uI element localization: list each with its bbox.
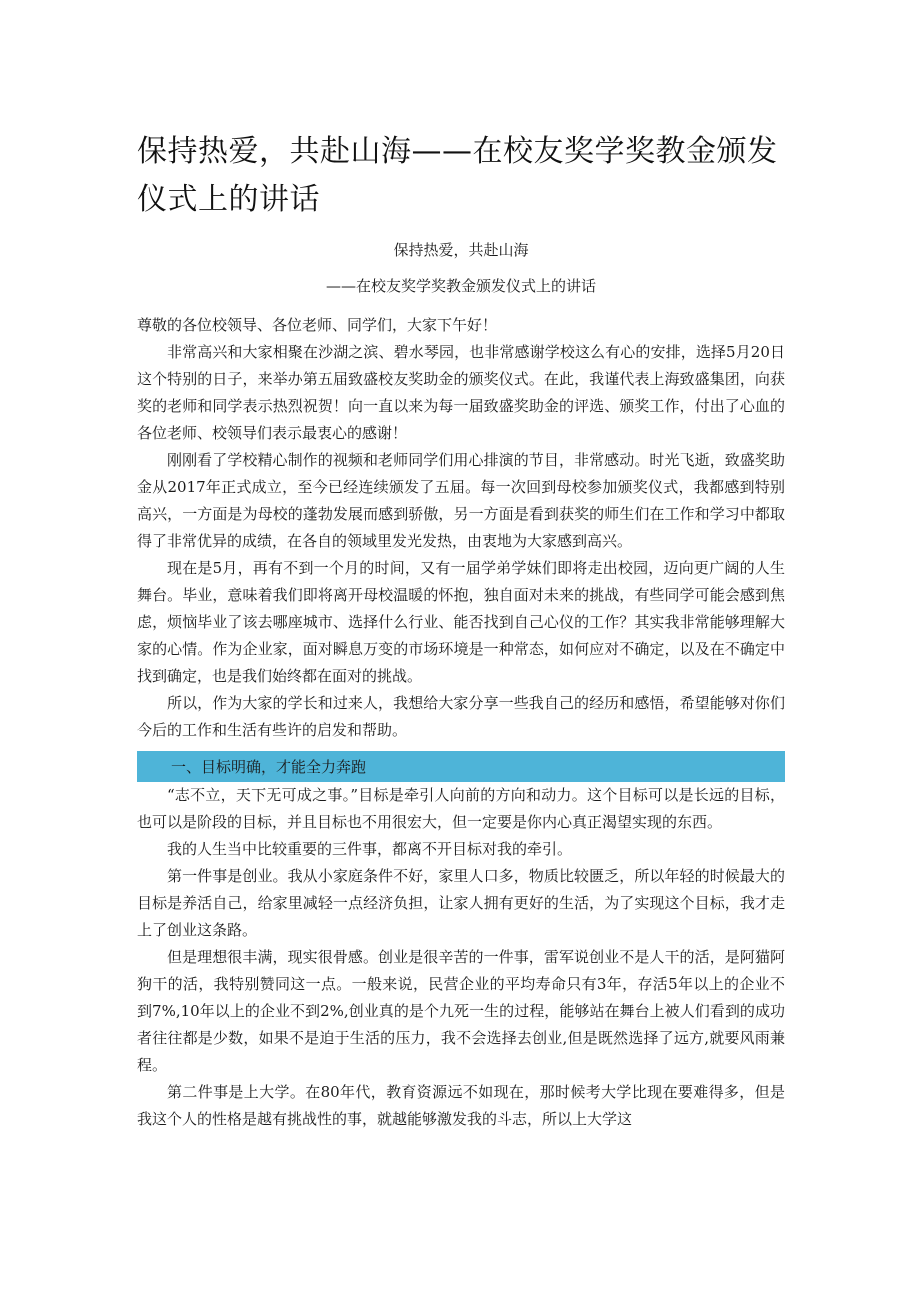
paragraph: 第二件事是上大学。在80年代，教育资源远不如现在，那时候考大学比现在要难得多，但是我这个人的性格是越有挑战性的事，就越能够激发我的斗志，所以上大学这 (137, 1083, 785, 1128)
document-page (137, 128, 785, 1133)
paragraph: 但是理想很丰满，现实很骨感。创业是很辛苦的一件事，雷军说创业不是人干的活，是阿猫阿狗干的活，我特别赞同这一点。一般来说，民营企业的平均寿命只有3年，存活5年以上的企业不到7%,10年以上的企业不到2%,创业真的是个九死一生的过程，能够站在舞台上被人们看到的成功者往往都是少数，如果不是迫于生活的压力，我不会选择去创业,但是既然选择了远方,就要风雨兼程。 (137, 948, 785, 1074)
paragraph: 第一件事是创业。我从小家庭条件不好，家里人口多，物质比较匮乏，所以年轻的时候最大的目标是养活自己，给家里减轻一点经济负担，让家人拥有更好的生活，为了实现这个目标，我才走上了创业这条路。 (137, 867, 785, 939)
paragraph: 刚刚看了学校精心制作的视频和老师同学们用心排演的节目，非常感动。时光飞逝，致盛奖助金从2017年正式成立，至今已经连续颁发了五届。每一次回到母校参加颁奖仪式，我都感到特别高兴，一方面是为母校的蓬勃发展而感到骄傲，另一方面是看到获奖的师生们在工作和学习中都取得了非常优异的成绩，在各自的领域里发光发热，由衷地为大家感到高兴。 (137, 451, 785, 550)
paragraph: 现在是5月，再有不到一个月的时间，又有一届学弟学妹们即将走出校园，迈向更广阔的人生舞台。毕业，意味着我们即将离开母校温暖的怀抱，独自面对未来的挑战，有些同学可能会感到焦虑，烦恼毕业了该去哪座城市、选择什么行业、能否找到自己心仪的工作？其实我非常能够理解大家的心情。作为企业家，面对瞬息万变的市场环境是一种常态，如何应对不确定，以及在不确定中找到确定，也是我们始终都在面对的挑战。 (137, 559, 785, 685)
speech-subtitle: ——在校友奖学奖教金颁发仪式上的讲话 (325, 277, 596, 295)
paragraph: 我的人生当中比较重要的三件事，都离不开目标对我的牵引。 (167, 840, 573, 858)
section-heading: 一、目标明确，才能全力奔跑 (137, 751, 785, 782)
paragraph: 非常高兴和大家相聚在沙湖之滨、碧水琴园，也非常感谢学校这么有心的安排，选择5月20日这个特别的日子，来举办第五届致盛校友奖助金的颁奖仪式。在此，我谨代表上海致盛集团，向获奖的老师和同学表示热烈祝贺！向一直以来为每一届致盛奖助金的评选、颁奖工作，付出了心血的各位老师、校领导们表示最衷心的感谢！ (137, 343, 785, 442)
paragraph: “志不立，天下无可成之事。”目标是牵引人向前的方向和动力。这个目标可以是长远的目标，也可以是阶段的目标，并且目标也不用很宏大，但一定要是你内心真正渴望实现的东西。 (137, 786, 785, 831)
paragraph: 所以，作为大家的学长和过来人，我想给大家分享一些我自己的经历和感悟，希望能够对你们今后的工作和生活有些许的启发和帮助。 (137, 694, 785, 739)
greeting: 尊敬的各位校领导、各位老师、同学们，大家下午好！ (137, 316, 498, 334)
document-title: 保持热爱，共赴山海——在校友奖学奖教金颁发仪式上的讲话 (137, 134, 778, 217)
speech-title: 保持热爱，共赴山海 (393, 241, 529, 259)
